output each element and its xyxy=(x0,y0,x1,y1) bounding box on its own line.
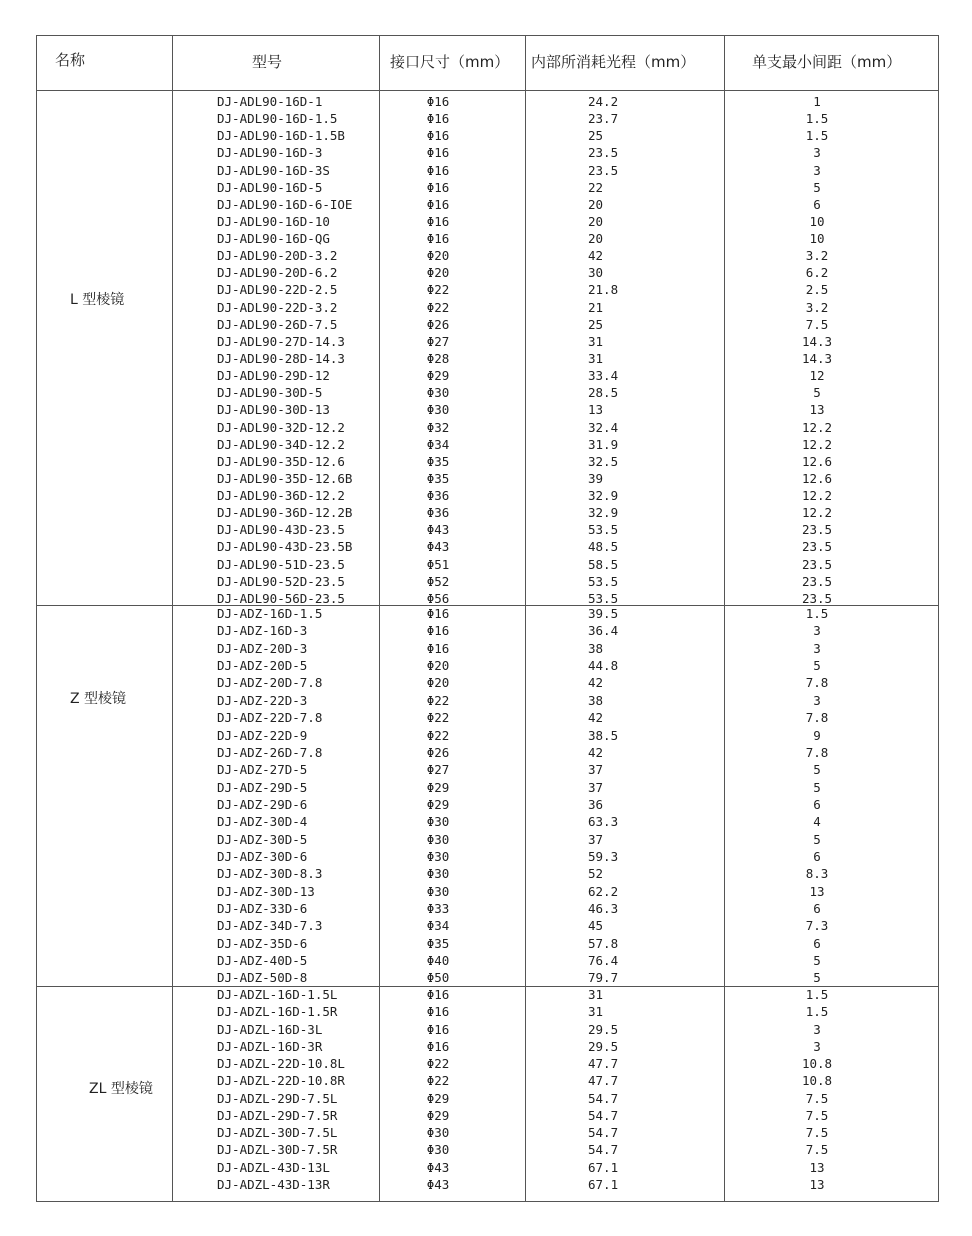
min-spacing-cell: 12 xyxy=(809,368,825,384)
model-cell: DJ-ADL90-56D-23.5 xyxy=(217,590,345,606)
min-spacing-cell: 1.5 xyxy=(805,987,829,1002)
min-spacing-cell: 14.3 xyxy=(801,333,833,349)
model-cell: DJ-ADZ-20D-3 xyxy=(217,640,308,656)
model-cell: DJ-ADL90-34D-12.2 xyxy=(217,436,345,452)
min-spacing-cell: 7.8 xyxy=(805,710,829,726)
interface-size-cell: Φ36 xyxy=(426,488,450,503)
interface-size-cell: Φ34 xyxy=(426,436,450,452)
optical-path-cell: 58.5 xyxy=(588,556,619,572)
model-cell: DJ-ADZ-22D-7.8 xyxy=(217,710,323,726)
min-spacing-cell: 5 xyxy=(813,970,821,986)
model-cell: DJ-ADZ-30D-4 xyxy=(217,814,308,830)
min-spacing-cell: 12.2 xyxy=(801,488,833,503)
interface-size-cell: Φ22 xyxy=(426,710,450,726)
optical-path-cell: 32.4 xyxy=(588,419,619,435)
interface-size-cell: Φ36 xyxy=(426,505,450,521)
model-cell: DJ-ADL90-36D-12.2 xyxy=(217,488,345,503)
model-cell: DJ-ADZL-30D-7.5L xyxy=(217,1125,338,1140)
min-spacing-cell: 1.5 xyxy=(805,606,829,621)
optical-path-cell: 22 xyxy=(588,179,604,195)
min-spacing-cell: 23.5 xyxy=(801,539,833,555)
model-cell: DJ-ADL90-20D-3.2 xyxy=(217,248,338,264)
model-cell: DJ-ADZ-16D-1.5 xyxy=(217,606,323,621)
model-cell: DJ-ADL90-29D-12 xyxy=(217,368,330,384)
min-spacing-cell: 13 xyxy=(809,1176,825,1192)
optical-path-cell: 54.7 xyxy=(588,1107,619,1123)
min-spacing-cell: 3 xyxy=(813,640,821,656)
model-cell: DJ-ADZ-30D-8.3 xyxy=(217,866,323,882)
model-cell: DJ-ADL90-35D-12.6 xyxy=(217,453,345,469)
min-spacing-cell: 14.3 xyxy=(801,350,833,366)
header-name: 名称 xyxy=(55,51,86,69)
optical-path-cell: 54.7 xyxy=(588,1125,619,1140)
interface-size-cell: Φ16 xyxy=(426,231,450,246)
interface-size-cell: Φ43 xyxy=(426,1159,450,1175)
min-spacing-cell: 3 xyxy=(813,692,821,708)
interface-size-cell: Φ35 xyxy=(426,470,450,486)
optical-path-cell: 54.7 xyxy=(588,1090,619,1106)
model-cell: DJ-ADL90-16D-10 xyxy=(217,213,330,229)
interface-size-cell: Φ26 xyxy=(426,744,450,760)
min-spacing-cell: 6 xyxy=(813,901,821,916)
interface-size-cell: Φ43 xyxy=(426,539,450,555)
model-cell: DJ-ADZ-50D-8 xyxy=(217,970,308,986)
min-spacing-cell: 4 xyxy=(813,814,821,830)
column-divider xyxy=(724,35,725,1202)
optical-path-cell: 28.5 xyxy=(588,385,619,401)
optical-path-cell: 39 xyxy=(588,470,604,486)
min-spacing-cell: 23.5 xyxy=(801,590,833,606)
interface-size-cell: Φ28 xyxy=(426,350,450,366)
model-cell: DJ-ADZ-34D-7.3 xyxy=(217,918,323,934)
model-cell: DJ-ADZ-33D-6 xyxy=(217,901,308,916)
interface-size-cell: Φ20 xyxy=(426,675,450,691)
optical-path-cell: 31 xyxy=(588,333,604,349)
model-cell: DJ-ADZL-16D-3L xyxy=(217,1021,323,1037)
optical-path-cell: 31 xyxy=(588,350,604,366)
interface-size-cell: Φ27 xyxy=(426,333,450,349)
optical-path-cell: 54.7 xyxy=(588,1142,619,1158)
min-spacing-cell: 12.2 xyxy=(801,436,833,452)
interface-size-cell: Φ30 xyxy=(426,1142,450,1158)
model-cell: DJ-ADZ-26D-7.8 xyxy=(217,744,323,760)
min-spacing-cell: 8.3 xyxy=(805,866,829,882)
model-cell: DJ-ADL90-28D-14.3 xyxy=(217,350,345,366)
interface-size-cell: Φ16 xyxy=(426,145,450,161)
group-label: Z 型棱镜 xyxy=(70,691,127,707)
model-cell: DJ-ADZ-29D-5 xyxy=(217,779,308,795)
interface-size-cell: Φ22 xyxy=(426,692,450,708)
optical-path-cell: 21 xyxy=(588,299,604,315)
optical-path-cell: 44.8 xyxy=(588,658,619,673)
min-spacing-cell: 10 xyxy=(809,231,825,246)
interface-size-cell: Φ16 xyxy=(426,196,450,212)
model-cell: DJ-ADL90-16D-3 xyxy=(217,145,323,161)
optical-path-cell: 76.4 xyxy=(588,953,619,968)
model-cell: DJ-ADZ-30D-13 xyxy=(217,883,315,899)
model-cell: DJ-ADZL-16D-3R xyxy=(217,1038,323,1054)
min-spacing-cell: 3 xyxy=(813,623,821,639)
min-spacing-cell: 12.6 xyxy=(801,470,833,486)
model-cell: DJ-ADZ-22D-9 xyxy=(217,727,308,743)
min-spacing-cell: 10.8 xyxy=(801,1073,833,1089)
optical-path-cell: 20 xyxy=(588,196,604,212)
min-spacing-cell: 6 xyxy=(813,848,821,864)
interface-size-cell: Φ26 xyxy=(426,316,450,332)
min-spacing-cell: 10.8 xyxy=(801,1056,833,1071)
model-cell: DJ-ADZ-29D-6 xyxy=(217,796,308,812)
min-spacing-cell: 7.8 xyxy=(805,675,829,691)
model-cell: DJ-ADL90-52D-23.5 xyxy=(217,573,345,589)
model-cell: DJ-ADL90-22D-3.2 xyxy=(217,299,338,315)
model-cell: DJ-ADL90-16D-1.5 xyxy=(217,111,338,127)
model-cell: DJ-ADL90-30D-5 xyxy=(217,385,323,401)
min-spacing-cell: 23.5 xyxy=(801,556,833,572)
model-cell: DJ-ADZ-35D-6 xyxy=(217,935,308,951)
min-spacing-cell: 1 xyxy=(813,94,821,109)
min-spacing-cell: 13 xyxy=(809,1159,825,1175)
optical-path-cell: 20 xyxy=(588,213,604,229)
interface-size-cell: Φ16 xyxy=(426,94,450,109)
min-spacing-cell: 7.5 xyxy=(805,1107,829,1123)
min-spacing-cell: 12.2 xyxy=(801,505,833,521)
model-cell: DJ-ADL90-20D-6.2 xyxy=(217,265,338,281)
min-spacing-cell: 7.5 xyxy=(805,1142,829,1158)
interface-size-cell: Φ16 xyxy=(426,1021,450,1037)
optical-path-cell: 38 xyxy=(588,692,604,708)
model-cell: DJ-ADZ-30D-6 xyxy=(217,848,308,864)
header-interface-size: 接口尺寸（mm） xyxy=(390,53,510,71)
min-spacing-cell: 12.6 xyxy=(801,453,833,469)
optical-path-cell: 37 xyxy=(588,779,604,795)
min-spacing-cell: 5 xyxy=(813,385,821,401)
min-spacing-cell: 10 xyxy=(809,213,825,229)
interface-size-cell: Φ22 xyxy=(426,282,450,298)
interface-size-cell: Φ43 xyxy=(426,522,450,538)
min-spacing-cell: 1.5 xyxy=(805,1004,829,1020)
interface-size-cell: Φ30 xyxy=(426,385,450,401)
interface-size-cell: Φ35 xyxy=(426,453,450,469)
optical-path-cell: 36.4 xyxy=(588,623,619,639)
optical-path-cell: 23.5 xyxy=(588,162,619,178)
model-cell: DJ-ADL90-30D-13 xyxy=(217,402,330,418)
interface-size-cell: Φ30 xyxy=(426,402,450,418)
model-cell: DJ-ADZ-30D-5 xyxy=(217,831,308,847)
model-cell: DJ-ADZ-20D-5 xyxy=(217,658,308,673)
interface-size-cell: Φ43 xyxy=(426,1176,450,1192)
min-spacing-cell: 1.5 xyxy=(805,128,829,144)
optical-path-cell: 42 xyxy=(588,675,604,691)
optical-path-cell: 67.1 xyxy=(588,1159,619,1175)
optical-path-cell: 42 xyxy=(588,744,604,760)
model-cell: DJ-ADL90-43D-23.5 xyxy=(217,522,345,538)
optical-path-cell: 29.5 xyxy=(588,1038,619,1054)
group-label: ZL 型棱镜 xyxy=(89,1081,153,1097)
optical-path-cell: 37 xyxy=(588,762,604,778)
optical-path-cell: 21.8 xyxy=(588,282,619,298)
interface-size-cell: Φ30 xyxy=(426,883,450,899)
model-cell: DJ-ADZL-43D-13L xyxy=(217,1159,330,1175)
min-spacing-cell: 3 xyxy=(813,162,821,178)
interface-size-cell: Φ29 xyxy=(426,368,450,384)
min-spacing-cell: 9 xyxy=(813,727,821,743)
model-cell: DJ-ADZ-40D-5 xyxy=(217,953,308,968)
min-spacing-cell: 7.3 xyxy=(805,918,829,934)
interface-size-cell: Φ22 xyxy=(426,727,450,743)
optical-path-cell: 53.5 xyxy=(588,522,619,538)
group-label: L 型棱镜 xyxy=(70,292,125,308)
min-spacing-cell: 3.2 xyxy=(805,248,829,264)
optical-path-cell: 38 xyxy=(588,640,604,656)
interface-size-cell: Φ40 xyxy=(426,953,450,968)
min-spacing-cell: 23.5 xyxy=(801,522,833,538)
interface-size-cell: Φ20 xyxy=(426,658,450,673)
model-cell: DJ-ADL90-35D-12.6B xyxy=(217,470,353,486)
interface-size-cell: Φ16 xyxy=(426,111,450,127)
min-spacing-cell: 5 xyxy=(813,179,821,195)
interface-size-cell: Φ56 xyxy=(426,590,450,606)
interface-size-cell: Φ30 xyxy=(426,831,450,847)
optical-path-cell: 63.3 xyxy=(588,814,619,830)
min-spacing-cell: 7.5 xyxy=(805,1090,829,1106)
interface-size-cell: Φ51 xyxy=(426,556,450,572)
table-left-border xyxy=(36,35,37,1202)
interface-size-cell: Φ34 xyxy=(426,918,450,934)
interface-size-cell: Φ30 xyxy=(426,1125,450,1140)
min-spacing-cell: 6.2 xyxy=(805,265,829,281)
model-cell: DJ-ADZL-29D-7.5R xyxy=(217,1107,338,1123)
min-spacing-cell: 6 xyxy=(813,196,821,212)
optical-path-cell: 29.5 xyxy=(588,1021,619,1037)
optical-path-cell: 31 xyxy=(588,987,604,1002)
header-min-spacing: 单支最小间距（mm） xyxy=(752,53,902,71)
model-cell: DJ-ADZL-30D-7.5R xyxy=(217,1142,338,1158)
model-cell: DJ-ADZL-22D-10.8R xyxy=(217,1073,345,1089)
interface-size-cell: Φ35 xyxy=(426,935,450,951)
interface-size-cell: Φ52 xyxy=(426,573,450,589)
optical-path-cell: 23.7 xyxy=(588,111,619,127)
optical-path-cell: 31.9 xyxy=(588,436,619,452)
interface-size-cell: Φ16 xyxy=(426,128,450,144)
interface-size-cell: Φ20 xyxy=(426,248,450,264)
optical-path-cell: 24.2 xyxy=(588,94,619,109)
interface-size-cell: Φ16 xyxy=(426,179,450,195)
optical-path-cell: 23.5 xyxy=(588,145,619,161)
model-cell: DJ-ADL90-22D-2.5 xyxy=(217,282,338,298)
interface-size-cell: Φ22 xyxy=(426,1073,450,1089)
min-spacing-cell: 3 xyxy=(813,1021,821,1037)
interface-size-cell: Φ16 xyxy=(426,213,450,229)
column-divider xyxy=(379,35,380,1202)
model-cell: DJ-ADL90-16D-QG xyxy=(217,231,330,246)
min-spacing-cell: 13 xyxy=(809,402,825,418)
header-model: 型号 xyxy=(252,53,283,71)
interface-size-cell: Φ30 xyxy=(426,814,450,830)
table-right-border xyxy=(938,35,939,1202)
model-cell: DJ-ADL90-16D-1 xyxy=(217,94,323,109)
header-optical-path: 内部所消耗光程（mm） xyxy=(531,53,696,71)
min-spacing-cell: 5 xyxy=(813,779,821,795)
interface-size-cell: Φ16 xyxy=(426,623,450,639)
optical-path-cell: 59.3 xyxy=(588,848,619,864)
min-spacing-cell: 6 xyxy=(813,935,821,951)
optical-path-cell: 32.5 xyxy=(588,453,619,469)
interface-size-cell: Φ30 xyxy=(426,866,450,882)
model-cell: DJ-ADZL-16D-1.5L xyxy=(217,987,338,1002)
interface-size-cell: Φ33 xyxy=(426,901,450,916)
model-cell: DJ-ADL90-27D-14.3 xyxy=(217,333,345,349)
interface-size-cell: Φ32 xyxy=(426,419,450,435)
model-cell: DJ-ADZ-20D-7.8 xyxy=(217,675,323,691)
optical-path-cell: 32.9 xyxy=(588,505,619,521)
min-spacing-cell: 6 xyxy=(813,796,821,812)
optical-path-cell: 25 xyxy=(588,128,604,144)
model-cell: DJ-ADL90-16D-3S xyxy=(217,162,330,178)
interface-size-cell: Φ16 xyxy=(426,606,450,621)
optical-path-cell: 52 xyxy=(588,866,604,882)
interface-size-cell: Φ16 xyxy=(426,1038,450,1054)
model-cell: DJ-ADZL-22D-10.8L xyxy=(217,1056,345,1071)
min-spacing-cell: 5 xyxy=(813,658,821,673)
model-cell: DJ-ADL90-51D-23.5 xyxy=(217,556,345,572)
min-spacing-cell: 7.8 xyxy=(805,744,829,760)
model-cell: DJ-ADZ-27D-5 xyxy=(217,762,308,778)
interface-size-cell: Φ16 xyxy=(426,1004,450,1020)
interface-size-cell: Φ30 xyxy=(426,848,450,864)
model-cell: DJ-ADZL-29D-7.5L xyxy=(217,1090,338,1106)
optical-path-cell: 32.9 xyxy=(588,488,619,503)
optical-path-cell: 39.5 xyxy=(588,606,619,621)
interface-size-cell: Φ20 xyxy=(426,265,450,281)
interface-size-cell: Φ29 xyxy=(426,1090,450,1106)
optical-path-cell: 38.5 xyxy=(588,727,619,743)
min-spacing-cell: 3 xyxy=(813,145,821,161)
min-spacing-cell: 12.2 xyxy=(801,419,833,435)
min-spacing-cell: 3.2 xyxy=(805,299,829,315)
optical-path-cell: 20 xyxy=(588,231,604,246)
optical-path-cell: 42 xyxy=(588,710,604,726)
optical-path-cell: 31 xyxy=(588,1004,604,1020)
min-spacing-cell: 3 xyxy=(813,1038,821,1054)
model-cell: DJ-ADZL-43D-13R xyxy=(217,1176,330,1192)
optical-path-cell: 53.5 xyxy=(588,573,619,589)
model-cell: DJ-ADZL-16D-1.5R xyxy=(217,1004,338,1020)
interface-size-cell: Φ22 xyxy=(426,1056,450,1071)
min-spacing-cell: 23.5 xyxy=(801,573,833,589)
model-cell: DJ-ADL90-16D-6-IOE xyxy=(217,196,353,212)
min-spacing-cell: 13 xyxy=(809,883,825,899)
min-spacing-cell: 1.5 xyxy=(805,111,829,127)
optical-path-cell: 36 xyxy=(588,796,604,812)
min-spacing-cell: 5 xyxy=(813,762,821,778)
interface-size-cell: Φ29 xyxy=(426,779,450,795)
optical-path-cell: 57.8 xyxy=(588,935,619,951)
model-cell: DJ-ADZ-16D-3 xyxy=(217,623,308,639)
optical-path-cell: 13 xyxy=(588,402,604,418)
model-cell: DJ-ADL90-36D-12.2B xyxy=(217,505,353,521)
optical-path-cell: 45 xyxy=(588,918,604,934)
model-cell: DJ-ADL90-16D-5 xyxy=(217,179,323,195)
optical-path-cell: 25 xyxy=(588,316,604,332)
min-spacing-cell: 7.5 xyxy=(805,1125,829,1140)
model-cell: DJ-ADL90-16D-1.5B xyxy=(217,128,345,144)
optical-path-cell: 67.1 xyxy=(588,1176,619,1192)
column-divider xyxy=(525,35,526,1202)
interface-size-cell: Φ50 xyxy=(426,970,450,986)
column-divider xyxy=(172,35,173,1202)
optical-path-cell: 46.3 xyxy=(588,901,619,916)
optical-path-cell: 33.4 xyxy=(588,368,619,384)
min-spacing-cell: 5 xyxy=(813,831,821,847)
optical-path-cell: 53.5 xyxy=(588,590,619,606)
interface-size-cell: Φ29 xyxy=(426,1107,450,1123)
min-spacing-cell: 5 xyxy=(813,953,821,968)
model-cell: DJ-ADL90-32D-12.2 xyxy=(217,419,345,435)
optical-path-cell: 37 xyxy=(588,831,604,847)
model-cell: DJ-ADL90-26D-7.5 xyxy=(217,316,338,332)
interface-size-cell: Φ27 xyxy=(426,762,450,778)
optical-path-cell: 62.2 xyxy=(588,883,619,899)
min-spacing-cell: 7.5 xyxy=(805,316,829,332)
optical-path-cell: 42 xyxy=(588,248,604,264)
model-cell: DJ-ADL90-43D-23.5B xyxy=(217,539,353,555)
optical-path-cell: 79.7 xyxy=(588,970,619,986)
interface-size-cell: Φ16 xyxy=(426,987,450,1002)
model-cell: DJ-ADZ-22D-3 xyxy=(217,692,308,708)
min-spacing-cell: 2.5 xyxy=(805,282,829,298)
interface-size-cell: Φ22 xyxy=(426,299,450,315)
interface-size-cell: Φ29 xyxy=(426,796,450,812)
optical-path-cell: 47.7 xyxy=(588,1056,619,1071)
optical-path-cell: 30 xyxy=(588,265,604,281)
optical-path-cell: 47.7 xyxy=(588,1073,619,1089)
optical-path-cell: 48.5 xyxy=(588,539,619,555)
interface-size-cell: Φ16 xyxy=(426,640,450,656)
interface-size-cell: Φ16 xyxy=(426,162,450,178)
